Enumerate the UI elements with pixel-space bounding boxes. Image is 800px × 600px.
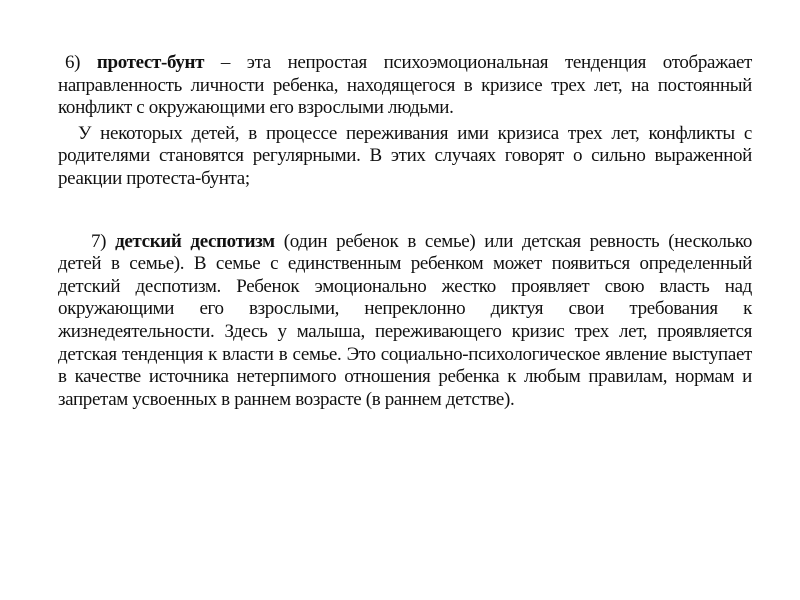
paragraph-text: У некоторых детей, в процессе переживания ими кризиса трех лет, конфликты с родителями становятся регулярными. В этих случаях говорят о сильно выраженной реакции протеста-бунта;: [58, 122, 752, 189]
definition-text: – эта непростая психоэмоциональная тенденция отображает направленность личности ребенка, находящегося в кризисе трех лет, на постоянный конфликт с окружающими его взрослыми людьми.: [58, 52, 752, 119]
slide-text-body: [58, 52, 752, 411]
paragraph-protest-rebellion: [58, 52, 752, 120]
definition-text: (один ребенок в семье) или детская ревность (несколько детей в семье). В семье с единственным ребенком может появиться определенный детский деспотизм. Ребенок эмоционально жестко проявляет свою власть над окружающими его взрослыми, непреклонно диктуя свои требования к жизнедеятельности. Здесь у малыша, переживающего кризис трех лет, проявляется детская тенденция к власти в семье. Это социально-психологическое явление выступает в качестве источника нетерпимого отношения ребенка к любым правилам, нормам и запретам усвоенных в раннем возрасте (в раннем детстве).: [58, 230, 752, 410]
item-number: 6): [65, 52, 97, 73]
term-child-despotism: детский деспотизм: [115, 230, 275, 252]
paragraph-child-despotism: [58, 231, 752, 412]
paragraph-conflicts-with-parents: [58, 123, 752, 191]
item-number: 7): [91, 230, 116, 252]
term-protest-rebellion: протест-бунт: [96, 52, 205, 73]
